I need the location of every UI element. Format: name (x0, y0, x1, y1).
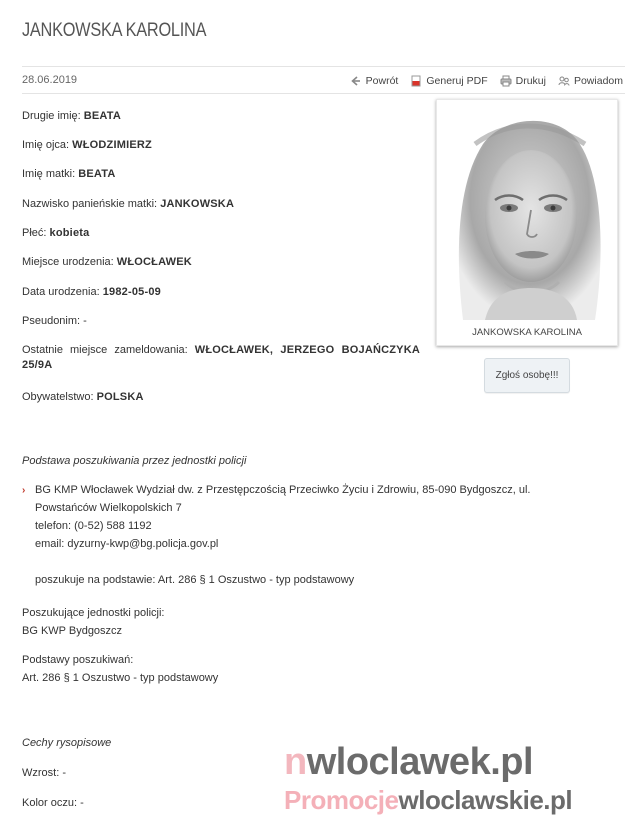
unit-name-line1: BG KMP Włocławek Wydział dw. z Przestępczością Przeciwko Życiu i Zdrowiu, 85-090 Bydgoszcz, ul. (35, 484, 531, 496)
detail-birth-date: Data urodzenia: 1982-05-09 (22, 286, 162, 298)
report-person-button[interactable]: Zgłoś osobę!!! (484, 358, 570, 393)
print-label: Drukuj (515, 75, 546, 87)
back-link[interactable] (350, 75, 399, 87)
pdf-icon (410, 75, 422, 87)
page-title: JANKOWSKA KAROLINA (22, 20, 207, 41)
searching-units-label: Poszukujące jednostki policji: (22, 607, 165, 619)
divider (22, 66, 625, 67)
detail-citizenship: Obywatelstwo: POLSKA (22, 391, 144, 403)
watermark-logo: nwloclawek.pl (284, 741, 534, 783)
detail-last-address: Ostatnie miejsce zameldowania: WŁOCŁAWEK, JERZEGO BOJAŃCZYKA 25/9A (22, 344, 420, 371)
unit-phone: telefon: (0-52) 588 1192 (35, 520, 152, 532)
detail-second-name: Drugie imię: BEATA (22, 110, 122, 122)
spacer (35, 553, 595, 571)
back-icon (350, 75, 362, 87)
notify-link[interactable] (558, 75, 623, 87)
toolbar (350, 75, 623, 87)
search-basis (22, 651, 218, 687)
generate-pdf-label: Generuj PDF (426, 75, 488, 87)
searching-units (22, 604, 164, 640)
generate-pdf-link[interactable] (410, 75, 487, 87)
print-icon (500, 75, 512, 87)
unit-name-line2: Powstańców Wielkopolskich 7 (35, 502, 182, 514)
detail-mother-name: Imię matki: BEATA (22, 168, 116, 180)
notify-label: Powiadom (573, 75, 623, 87)
feature-height: Wzrost: - (22, 767, 67, 779)
back-label: Powrót (365, 75, 399, 87)
feature-eye-color: Kolor oczu: - (22, 797, 84, 809)
detail-mother-maiden-name: Nazwisko panieńskie matki: JANKOWSKA (22, 198, 235, 210)
basis-heading: Podstawa poszukiwania przez jednostki policji (22, 455, 247, 467)
watermark-logo-secondary: Promocjewloclawskie.pl (284, 785, 573, 815)
detail-birth-place: Miejsce urodzenia: WŁOCŁAWEK (22, 256, 192, 268)
search-basis-label: Podstawy poszukiwań: (22, 654, 134, 666)
unit-basis: poszukuje na podstawie: Art. 286 § 1 Oszustwo - typ podstawowy (35, 574, 355, 586)
detail-sex: Płeć: kobieta (22, 227, 90, 239)
bullet-chevron-icon: › (22, 485, 26, 496)
police-unit-entry (22, 481, 595, 589)
features-heading: Cechy rysopisowe (22, 737, 112, 749)
print-link[interactable] (500, 75, 546, 87)
notify-icon (558, 75, 570, 87)
detail-father-name: Imię ojca: WŁODZIMIERZ (22, 139, 152, 151)
portrait-photo (445, 104, 611, 320)
photo-caption: JANKOWSKA KAROLINA (472, 327, 582, 338)
detail-alias: Pseudonim: - (22, 315, 88, 327)
publish-date: 28.06.2019 (22, 74, 78, 86)
photo-card[interactable] (436, 99, 618, 346)
unit-email: email: dyzurny-kwp@bg.policja.gov.pl (35, 538, 219, 550)
divider (22, 93, 625, 94)
searching-units-value: BG KWP Bydgoszcz (22, 625, 123, 637)
search-basis-value: Art. 286 § 1 Oszustwo - typ podstawowy (22, 672, 219, 684)
